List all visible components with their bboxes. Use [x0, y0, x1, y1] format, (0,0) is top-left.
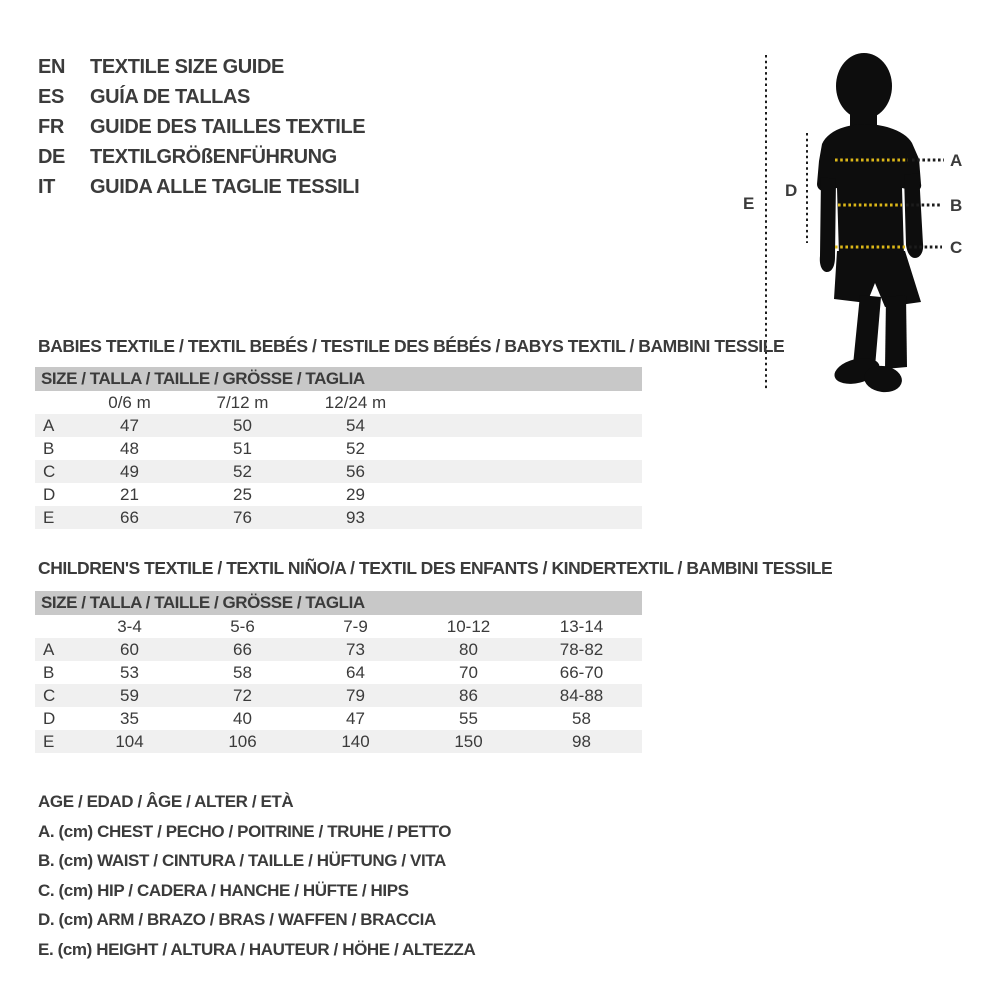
corner-cell [35, 391, 73, 414]
legend-arm: D. (cm) ARM / BRAZO / BRAS / WAFFEN / BRACCIA [38, 910, 436, 929]
value-cell: 40 [233, 709, 252, 728]
guide-title-es: GUÍA DE TALLAS [90, 85, 250, 108]
column-header: 7/12 m [216, 393, 269, 412]
child-silhouette [817, 53, 923, 395]
value-cell: 55 [459, 709, 478, 728]
value-cell: 104 [115, 732, 144, 751]
guide-title-en: TEXTILE SIZE GUIDE [90, 55, 284, 78]
guide-title-fr: GUIDE DES TAILLES TEXTILE [90, 115, 366, 138]
value-cell: 78-82 [559, 640, 604, 659]
measure-label-d: D [785, 181, 798, 200]
babies-size-header: SIZE / TALLA / TAILLE / GRÖSSE / TAGLIA [35, 367, 642, 391]
value-cell: 80 [459, 640, 478, 659]
value-cell: 64 [346, 663, 365, 682]
measure-label-b: B [950, 196, 963, 215]
value-cell: 50 [233, 416, 252, 435]
measure-label-e: E [743, 194, 755, 213]
value-cell: 52 [233, 462, 252, 481]
value-cell: 66 [233, 640, 252, 659]
value-cell: 25 [233, 485, 252, 504]
table-row [35, 483, 642, 506]
language-row-de [38, 142, 365, 172]
corner-cell [35, 615, 73, 638]
children-size-header: SIZE / TALLA / TAILLE / GRÖSSE / TAGLIA [35, 591, 642, 615]
row-label: E [43, 508, 55, 527]
row-label: C [43, 462, 56, 481]
value-cell: 47 [120, 416, 139, 435]
value-cell: 59 [120, 686, 139, 705]
language-row-fr [38, 112, 365, 142]
children-size-table [35, 591, 642, 753]
guide-title-de: TEXTILGRÖßENFÜHRUNG [90, 145, 337, 168]
value-cell: 150 [454, 732, 483, 751]
value-cell: 66 [120, 508, 139, 527]
value-cell: 86 [459, 686, 478, 705]
legend-height: E. (cm) HEIGHT / ALTURA / HAUTEUR / HÖHE / ALTEZZA [38, 939, 476, 959]
legend-hip: C. (cm) HIP / CADERA / HANCHE / HÜFTE / HIPS [38, 880, 409, 900]
value-cell: 106 [228, 732, 257, 751]
value-cell: 52 [346, 439, 365, 458]
value-cell: 93 [346, 508, 365, 527]
value-cell: 66-70 [559, 663, 604, 682]
column-header: 12/24 m [324, 393, 387, 412]
row-label: A [43, 416, 55, 435]
language-row-es [38, 82, 365, 112]
row-label: D [43, 485, 56, 504]
column-header: 3-4 [117, 617, 142, 636]
language-code: ES [38, 85, 64, 108]
value-cell: 72 [233, 686, 252, 705]
column-header: 13-14 [559, 617, 604, 636]
column-header: 0/6 m [108, 393, 151, 412]
measure-label-a: A [950, 151, 963, 170]
value-cell: 70 [459, 663, 478, 682]
legend-chest: A. (cm) CHEST / PECHO / POITRINE / TRUHE / PETTO [38, 821, 452, 841]
value-cell: 48 [120, 439, 139, 458]
value-cell: 56 [346, 462, 365, 481]
measure-label-c: C [950, 238, 963, 257]
value-cell: 58 [233, 663, 252, 682]
value-cell: 29 [346, 485, 365, 504]
column-header: 7-9 [343, 617, 368, 636]
value-cell: 53 [120, 663, 139, 682]
value-cell: 49 [120, 462, 139, 481]
column-header: 5-6 [230, 617, 255, 636]
language-code: FR [38, 115, 64, 138]
table-row [35, 684, 642, 707]
value-cell: 84-88 [559, 686, 604, 705]
language-row-it [38, 172, 365, 202]
guide-title-it: GUIDA ALLE TAGLIE TESSILI [90, 175, 360, 198]
table-row [35, 730, 642, 753]
table-row [35, 414, 642, 437]
children-column-header-row [35, 615, 642, 638]
row-label: D [43, 709, 56, 728]
row-label: C [43, 686, 56, 705]
row-label: E [43, 732, 55, 751]
value-cell: 35 [120, 709, 139, 728]
language-code: IT [38, 175, 55, 198]
value-cell: 140 [341, 732, 370, 751]
babies-size-table [35, 367, 642, 529]
language-code: DE [38, 145, 65, 168]
column-header: 10-12 [446, 617, 491, 636]
value-cell: 51 [233, 439, 252, 458]
table-row [35, 707, 642, 730]
legend-waist: B. (cm) WAIST / CINTURA / TAILLE / HÜFTUNG / VITA [38, 851, 446, 870]
value-cell: 47 [346, 709, 365, 728]
language-code: EN [38, 55, 65, 78]
children-section-title: CHILDREN'S TEXTILE / TEXTIL NIÑO/A / TEXTIL DES ENFANTS / KINDERTEXTIL / BAMBINI TESSILE [38, 558, 833, 578]
table-row [35, 661, 642, 684]
babies-column-header-row [35, 391, 642, 414]
row-label: B [43, 439, 55, 458]
value-cell: 60 [120, 640, 139, 659]
value-cell: 73 [346, 640, 365, 659]
babies-section-title: BABIES TEXTILE / TEXTIL BEBÉS / TESTILE DES BÉBÉS / BABYS TEXTIL / BAMBINI TESSILE [38, 336, 785, 356]
table-row [35, 506, 642, 529]
row-label: B [43, 663, 55, 682]
row-label: A [43, 640, 55, 659]
value-cell: 79 [346, 686, 365, 705]
legend-age: AGE / EDAD / ÂGE / ALTER / ETÀ [38, 792, 294, 811]
table-row [35, 460, 642, 483]
table-row [35, 638, 642, 661]
measurement-legend [38, 787, 475, 964]
language-title-list [38, 52, 365, 202]
language-row-en [38, 52, 365, 82]
value-cell: 54 [346, 416, 365, 435]
value-cell: 58 [572, 709, 591, 728]
table-row [35, 437, 642, 460]
value-cell: 98 [572, 732, 591, 751]
value-cell: 76 [233, 508, 252, 527]
value-cell: 21 [120, 485, 139, 504]
